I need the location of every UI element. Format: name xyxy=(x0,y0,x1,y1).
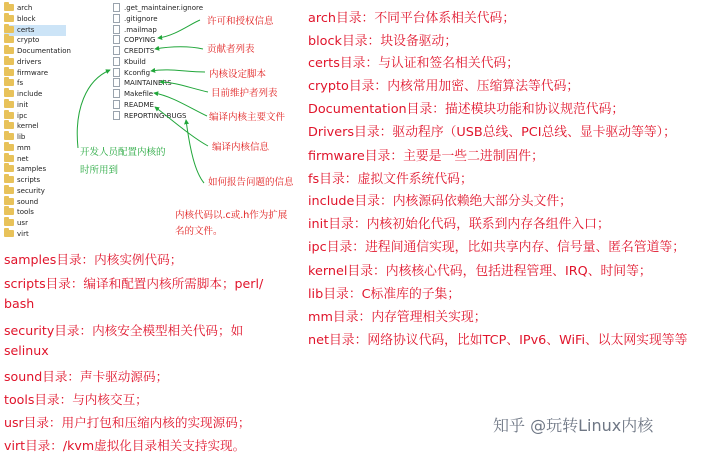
readme-annotation: 编译内核信息 xyxy=(212,142,270,153)
file-label: CREDITS xyxy=(124,47,155,55)
folder-label: drivers xyxy=(17,57,42,66)
desc-firmware: firmware目录：主要是一些二进制固件； xyxy=(308,149,544,164)
folder-label: certs xyxy=(17,25,35,34)
desc-include: include目录：内核源码依赖绝大部分头文件； xyxy=(308,194,572,209)
folder-label: net xyxy=(17,154,29,163)
folder-label: Documentation xyxy=(17,47,71,55)
desc-arch: arch目录：不同平台体系相关代码； xyxy=(308,11,516,26)
kconfig-dev-annotation-line1: 开发人员配置内核的 xyxy=(80,147,166,158)
kconfig-annotation: 内核设定脚本 xyxy=(209,69,267,80)
file-explorer xyxy=(0,0,300,245)
file-label: .mailmap xyxy=(124,25,157,34)
file-label: .get_maintainer.ignore xyxy=(124,4,204,12)
reporting-bugs-annotation: 如何报告问题的信息 xyxy=(208,177,294,188)
desc-security-cont: selinux xyxy=(4,343,49,358)
folder-label: virt xyxy=(17,229,29,238)
file-label: README xyxy=(124,100,154,109)
desc-security: security目录：内核安全模型相关代码；如 xyxy=(4,323,244,338)
desc-scripts: scripts目录：编译和配置内核所需脚本；perl/ xyxy=(4,276,264,291)
folder-label: tools xyxy=(17,208,34,217)
folder-label: sound xyxy=(17,197,39,206)
folder-label: block xyxy=(17,14,36,23)
watermark xyxy=(493,413,653,436)
desc-crypto: crypto目录：内核常用加密、压缩算法等代码； xyxy=(308,79,580,94)
folder-label: fs xyxy=(17,79,24,88)
desc-net: net目录：网络协议代码，比如TCP、IPv6、WiFi、以太网实现等等 xyxy=(308,333,688,348)
desc-tools: tools目录：与内核交互； xyxy=(4,392,148,407)
folder-label: scripts xyxy=(17,176,41,184)
desc-drivers: Drivers目录：驱动程序（USB总线、PCI总线、显卡驱动等等）； xyxy=(308,125,676,140)
desc-fs: fs目录：虚拟文件系统代码； xyxy=(308,172,473,187)
folder-label: ipc xyxy=(17,111,28,120)
file-label: MAINTAINERS xyxy=(124,79,172,88)
folder-label: mm xyxy=(17,143,31,152)
folder-label: init xyxy=(17,100,29,109)
desc-samples: samples目录：内核实例代码； xyxy=(4,252,183,267)
folder-label: arch xyxy=(17,4,33,12)
file-label: Kconfig xyxy=(124,68,151,77)
file-label: .gitignore xyxy=(124,14,158,23)
desc-usr: usr目录：用户打包和压缩内核的实现源码； xyxy=(4,415,251,430)
desc-kernel: kernel目录：内核核心代码，包括进程管理、IRQ、时间等； xyxy=(308,264,652,279)
watermark-author: 玩转Linux内核 xyxy=(546,416,654,435)
extension-note-line2: 名的文件。 xyxy=(175,226,223,237)
desc-virt: virt目录：/kvm虚拟化目录相关支持实现。 xyxy=(4,438,246,453)
credits-annotation: 贡献者列表 xyxy=(207,44,255,55)
maintainers-annotation: 目前维护者列表 xyxy=(211,88,278,99)
file-label: Makefile xyxy=(124,90,154,98)
makefile-annotation: 编译内核主要文件 xyxy=(209,112,286,123)
desc-scripts-cont: bash xyxy=(4,296,35,311)
desc-lib: lib目录：C标准库的子集； xyxy=(308,287,461,302)
folder-label: crypto xyxy=(17,36,40,45)
desc-documentation: Documentation目录：描述模块功能和协议规范代码； xyxy=(308,102,625,117)
watermark-site: 知乎 xyxy=(493,416,526,435)
folder-label: usr xyxy=(17,219,28,227)
extension-note-line1: 内核代码以.c或.h作为扩展 xyxy=(175,210,288,221)
desc-init: init目录：内核初始化代码，联系到内存各组件入口； xyxy=(308,217,610,232)
folder-label: kernel xyxy=(17,122,39,131)
file-label: COPYING xyxy=(124,36,156,45)
copying-annotation: 许可和授权信息 xyxy=(207,16,274,27)
desc-certs: certs目录：与认证和签名相关代码； xyxy=(308,56,520,71)
folder-label: samples xyxy=(17,165,47,174)
file-label: Kbuild xyxy=(124,57,146,66)
desc-mm: mm目录：内存管理相关实现； xyxy=(308,310,487,325)
folder-label: security xyxy=(17,186,45,195)
watermark-at: @ xyxy=(530,416,547,435)
folder-label: firmware xyxy=(17,68,49,77)
kconfig-dev-annotation-line2: 时所用到 xyxy=(80,165,119,176)
folder-label: include xyxy=(17,90,43,98)
desc-sound: sound目录：声卡驱动源码； xyxy=(4,369,169,384)
file-label: REPORTING-BUGS xyxy=(124,111,187,120)
desc-ipc: ipc目录：进程间通信实现，比如共享内存、信号量、匿名管道等； xyxy=(308,240,686,255)
folder-label: lib xyxy=(17,133,26,141)
desc-block: block目录：块设备驱动； xyxy=(308,34,458,49)
